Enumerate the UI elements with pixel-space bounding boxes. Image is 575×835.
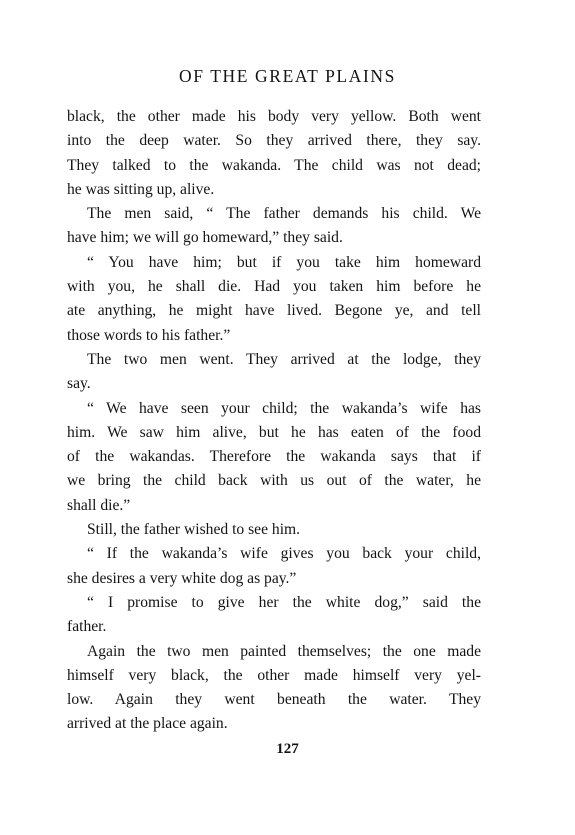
running-head: OF THE GREAT PLAINS bbox=[179, 66, 396, 86]
text-line: say. bbox=[67, 375, 91, 393]
text-line: ate anything, he might have lived. Begone ye, and tell bbox=[67, 302, 481, 320]
text-line: himself very black, the other made himself very yel- bbox=[67, 666, 481, 684]
text-line: arrived at the place again. bbox=[67, 715, 228, 733]
text-line: those words to his father.” bbox=[67, 326, 231, 344]
text-line: Still, the father wished to see him. bbox=[87, 521, 301, 539]
text-line: him. We saw him alive, but he has eaten of the food bbox=[67, 423, 481, 441]
text-line: she desires a very white dog as pay.” bbox=[67, 569, 297, 587]
text-line: black, the other made his body very yellow. Both went bbox=[67, 108, 481, 125]
text-line: he was sitting up, alive. bbox=[67, 180, 215, 198]
text-line: Again the two men painted themselves; the one made bbox=[87, 642, 481, 660]
text-line: shall die.” bbox=[67, 496, 131, 514]
text-line: “ We have seen your child; the wakanda’s wife has bbox=[87, 399, 481, 417]
text-line: “ I promise to give her the white dog,” said the bbox=[87, 593, 481, 611]
text-line: have him; we will go homeward,” they said. bbox=[67, 229, 343, 247]
text-line: The men said, “ The father demands his child. We bbox=[87, 205, 481, 223]
text-line: with you, he shall die. Had you taken him before he bbox=[67, 278, 481, 296]
text-line: They talked to the wakanda. The child was not dead; bbox=[67, 156, 481, 174]
text-line: of the wakandas. Therefore the wakanda says that if bbox=[67, 448, 481, 466]
text-line: “ You have him; but if you take him homeward bbox=[87, 253, 481, 271]
text-line: into the deep water. So they arrived there, they say. bbox=[67, 132, 481, 150]
text-line: father. bbox=[67, 618, 107, 636]
text-line: The two men went. They arrived at the lodge, they bbox=[87, 350, 481, 368]
text-line: we bring the child back with us out of the water, he bbox=[67, 472, 481, 490]
body-text bbox=[67, 105, 481, 737]
page-number: 127 bbox=[276, 741, 299, 757]
text-line: “ If the wakanda’s wife gives you back your child, bbox=[87, 545, 481, 563]
text-line: low. Again they went beneath the water. They bbox=[67, 691, 481, 709]
